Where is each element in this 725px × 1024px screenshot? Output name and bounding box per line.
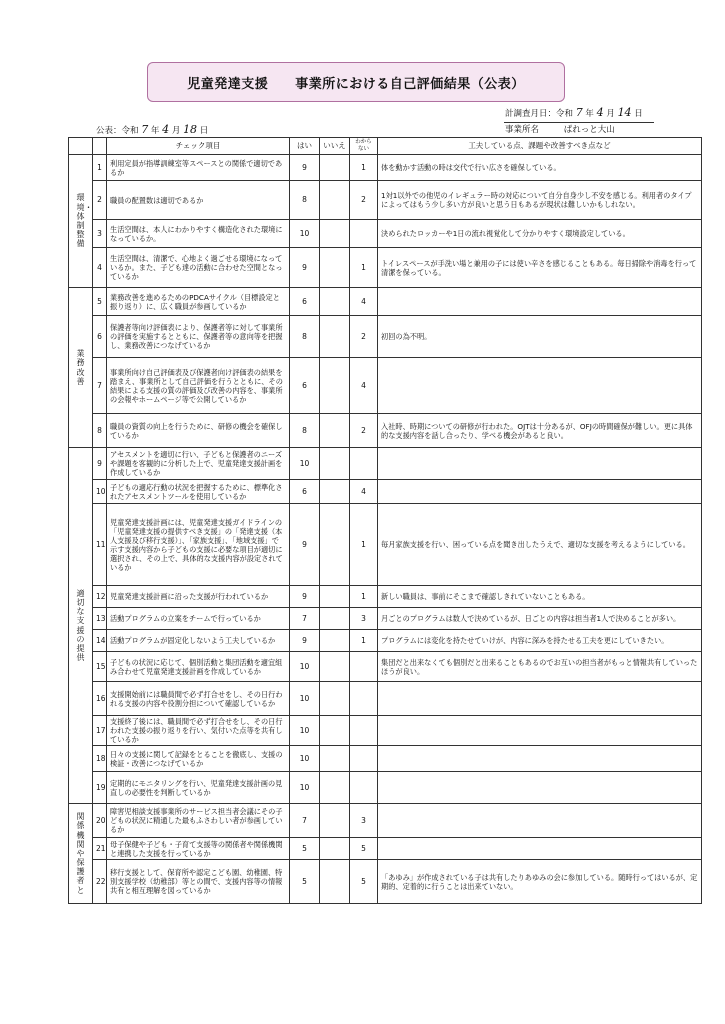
no-count xyxy=(320,608,350,630)
table-row xyxy=(69,682,702,716)
office-name: 事業所名 ぱれっと大山 xyxy=(505,125,615,135)
row-number: 22 xyxy=(93,860,107,904)
unknown-count: 2 xyxy=(350,414,378,448)
table-body xyxy=(69,155,702,904)
no-count xyxy=(320,448,350,480)
row-number: 14 xyxy=(93,630,107,652)
unknown-count: 3 xyxy=(350,608,378,630)
no-count xyxy=(320,414,350,448)
row-number: 18 xyxy=(93,746,107,772)
table-row xyxy=(69,316,702,358)
check-item: 日々の支援に関して記録をとることを徹底し、支援の検証・改善につなげているか xyxy=(107,746,290,772)
office-underline xyxy=(504,122,654,123)
unknown-count xyxy=(350,772,378,804)
table-row xyxy=(69,448,702,480)
table-row xyxy=(69,220,702,248)
row-number: 10 xyxy=(93,480,107,504)
table-row xyxy=(69,181,702,220)
check-item: 利用定員が指導訓練室等スペースとの関係で適切であるか xyxy=(107,155,290,181)
remarks: プログラムには変化を持たせていけが、内容に深みを持たせる工夫を更にしていきたい。 xyxy=(378,630,702,652)
remarks xyxy=(378,772,702,804)
unknown-count xyxy=(350,220,378,248)
no-count xyxy=(320,652,350,682)
yes-count: 9 xyxy=(290,586,320,608)
yes-count: 6 xyxy=(290,480,320,504)
remarks: 月ごとのプログラムは数人で決めているが、日ごとの内容は担当者1人で決めることが多い。 xyxy=(378,608,702,630)
row-number: 6 xyxy=(93,316,107,358)
survey-date: 計調査月日：令和 7 年 4 月 14 日 xyxy=(505,106,643,119)
remarks xyxy=(378,804,702,838)
table-row xyxy=(69,248,702,288)
remarks xyxy=(378,448,702,480)
no-count xyxy=(320,358,350,414)
row-number: 19 xyxy=(93,772,107,804)
category-cell: 環境・体制整備 xyxy=(69,155,93,288)
row-number: 5 xyxy=(93,288,107,316)
row-number: 17 xyxy=(93,716,107,746)
yes-count: 9 xyxy=(290,155,320,181)
check-item: 活動プログラムの立案をチームで行っているか xyxy=(107,608,290,630)
header-check-item: チェック項目 xyxy=(107,138,290,155)
unknown-count: 4 xyxy=(350,358,378,414)
unknown-count: 1 xyxy=(350,630,378,652)
table-row xyxy=(69,414,702,448)
yes-count: 10 xyxy=(290,682,320,716)
no-count xyxy=(320,804,350,838)
remarks: 新しい職員は、事前にそこまで確認しきれていないこともある。 xyxy=(378,586,702,608)
table-row xyxy=(69,586,702,608)
yes-count: 10 xyxy=(290,448,320,480)
check-item: 移行支援として、保育所や認定こども園、幼稚園、特別支援学校（幼稚部）等との間で、支援内容等の情報共有と相互理解を図っているか xyxy=(107,860,290,904)
row-number: 11 xyxy=(93,504,107,586)
no-count xyxy=(320,716,350,746)
header-no: いいえ xyxy=(320,138,350,155)
evaluation-table xyxy=(68,137,702,904)
check-item: 保護者等向け評価表により、保護者等に対して事業所の評価を実施するとともに、保護者等の意向等を把握し、業務改善につなげているか xyxy=(107,316,290,358)
unknown-count: 1 xyxy=(350,248,378,288)
check-item: 子どもの状況に応じて、個別活動と集団活動を適宜組み合わせて児童発達支援計画を作成しているか xyxy=(107,652,290,682)
row-number: 21 xyxy=(93,838,107,860)
check-item: 定期的にモニタリングを行い、児童発達支援計画の見直しの必要性を判断しているか xyxy=(107,772,290,804)
table-row xyxy=(69,504,702,586)
remarks xyxy=(378,288,702,316)
no-count xyxy=(320,860,350,904)
yes-count: 5 xyxy=(290,838,320,860)
check-item: 職員の資質の向上を行うために、研修の機会を確保しているか xyxy=(107,414,290,448)
unknown-count xyxy=(350,652,378,682)
check-item: 職員の配置数は適切であるか xyxy=(107,181,290,220)
table-row xyxy=(69,480,702,504)
check-item: 母子保健や子ども・子育て支援等の関係者や関係機関と連携した支援を行っているか xyxy=(107,838,290,860)
unknown-count: 1 xyxy=(350,586,378,608)
yes-count: 6 xyxy=(290,288,320,316)
table-row xyxy=(69,716,702,746)
yes-count: 9 xyxy=(290,248,320,288)
unknown-count: 2 xyxy=(350,181,378,220)
yes-count: 7 xyxy=(290,804,320,838)
no-count xyxy=(320,316,350,358)
row-number: 4 xyxy=(93,248,107,288)
yes-count: 9 xyxy=(290,504,320,586)
row-number: 16 xyxy=(93,682,107,716)
table-row xyxy=(69,838,702,860)
yes-count: 10 xyxy=(290,652,320,682)
page-title: 児童発達支援 事業所における自己評価結果（公表） xyxy=(147,62,565,102)
unknown-count: 1 xyxy=(350,155,378,181)
yes-count: 8 xyxy=(290,414,320,448)
table-row xyxy=(69,608,702,630)
table-row xyxy=(69,746,702,772)
yes-count: 8 xyxy=(290,316,320,358)
row-number: 15 xyxy=(93,652,107,682)
no-count xyxy=(320,682,350,716)
unknown-count: 1 xyxy=(350,504,378,586)
remarks xyxy=(378,838,702,860)
unknown-count: 4 xyxy=(350,288,378,316)
unknown-count xyxy=(350,716,378,746)
yes-count: 8 xyxy=(290,181,320,220)
header-yes: はい xyxy=(290,138,320,155)
remarks xyxy=(378,358,702,414)
category-cell: 関係機関や保護者と xyxy=(69,804,93,904)
header-blank xyxy=(69,138,93,155)
row-number: 1 xyxy=(93,155,107,181)
remarks: 入社時、時期についての研修が行われた。OJTは十分あるが、OFJの時間確保が難しい。更に具体的な支援内容を話し合ったり、学べる機会があると良い。 xyxy=(378,414,702,448)
publish-date: 公表：令和 7 年 4 月 18 日 xyxy=(96,123,209,136)
category-cell: 業務改善 xyxy=(69,288,93,448)
header-blank xyxy=(93,138,107,155)
row-number: 13 xyxy=(93,608,107,630)
yes-count: 10 xyxy=(290,772,320,804)
yes-count: 10 xyxy=(290,746,320,772)
header-unknown: わからない xyxy=(350,138,378,155)
remarks xyxy=(378,716,702,746)
check-item: 生活空間は、本人にわかりやすく構造化された環境になっているか。 xyxy=(107,220,290,248)
row-number: 20 xyxy=(93,804,107,838)
unknown-count xyxy=(350,448,378,480)
unknown-count: 3 xyxy=(350,804,378,838)
no-count xyxy=(320,746,350,772)
table-row xyxy=(69,358,702,414)
yes-count: 6 xyxy=(290,358,320,414)
no-count xyxy=(320,288,350,316)
unknown-count: 5 xyxy=(350,838,378,860)
unknown-count: 2 xyxy=(350,316,378,358)
check-item: アセスメントを適切に行い、子どもと保護者のニーズや課題を客観的に分析した上で、児童発達支援計画を作成しているか xyxy=(107,448,290,480)
table-row xyxy=(69,860,702,904)
table-header-row xyxy=(69,138,702,155)
check-item: 障害児相談支援事業所のサービス担当者会議にその子どもの状況に精通した最もふさわしい者が参画しているか xyxy=(107,804,290,838)
yes-count: 5 xyxy=(290,860,320,904)
remarks: 体を動かす活動の時は交代で行い広さを確保している。 xyxy=(378,155,702,181)
unknown-count xyxy=(350,682,378,716)
check-item: 生活空間は、清潔で、心地よく過ごせる環境になっているか。また、子ども達の活動に合わせた空間となっているか xyxy=(107,248,290,288)
check-item: 支援終了後には、職員間で必ず打合せをし、その日行われた支援の振り返りを行い、気付いた点等を共有しているか xyxy=(107,716,290,746)
row-number: 7 xyxy=(93,358,107,414)
remarks: 毎月家族支援を行い、困っている点を聞き出したうえで、適切な支援を考えるようにしている。 xyxy=(378,504,702,586)
check-item: 児童発達支援計画に沿った支援が行われているか xyxy=(107,586,290,608)
check-item: 児童発達支援計画には、児童発達支援ガイドラインの「児童発達支援の提供すべき支援」の「発達支援（本人支援及び移行支援）」、「家族支援」、「地域支援」で示す支援内容から子どもの支援に必要な項目が適切に選択され、その上で、具体的な支援内容が設定されているか xyxy=(107,504,290,586)
check-item: 事業所向け自己評価表及び保護者向け評価表の結果を踏まえ、事業所として自己評価を行うとともに、その結果による支援の質の評価及び改善の内容を、事業所の会報やホームページ等で公開しているか xyxy=(107,358,290,414)
no-count xyxy=(320,181,350,220)
no-count xyxy=(320,155,350,181)
table-row xyxy=(69,155,702,181)
row-number: 12 xyxy=(93,586,107,608)
remarks: 集団だと出来なくても個別だと出来ることもあるのでお互いの担当者がもっと情報共有していったほうが良い。 xyxy=(378,652,702,682)
category-cell: 適切な支援の提供 xyxy=(69,448,93,804)
remarks: トイレスペースが手洗い場と兼用の子には使い辛さを感じることもある。毎日掃除や消毒を行って清潔を保っている。 xyxy=(378,248,702,288)
check-item: 業務改善を進めるためのPDCAサイクル（目標設定と振り返り）に、広く職員が参画しているか xyxy=(107,288,290,316)
table-row xyxy=(69,772,702,804)
no-count xyxy=(320,504,350,586)
table-row xyxy=(69,288,702,316)
no-count xyxy=(320,586,350,608)
check-item: 子どもの適応行動の状況を把握するために、標準化されたアセスメントツールを使用しているか xyxy=(107,480,290,504)
yes-count: 10 xyxy=(290,220,320,248)
remarks: 1対1以外での他児のイレギュラー時の対応について自分自身少し不安を感じる。利用者のタイプによってはもう少し多い方が良いと思う日もあるが現状は難しいかもしれない。 xyxy=(378,181,702,220)
table-row xyxy=(69,804,702,838)
remarks: 決められたロッカーや1日の流れ視覚化して分かりやすく環境設定している。 xyxy=(378,220,702,248)
no-count xyxy=(320,838,350,860)
remarks xyxy=(378,746,702,772)
check-item: 活動プログラムが固定化しないよう工夫しているか xyxy=(107,630,290,652)
remarks xyxy=(378,682,702,716)
table-row xyxy=(69,630,702,652)
no-count xyxy=(320,220,350,248)
row-number: 3 xyxy=(93,220,107,248)
yes-count: 9 xyxy=(290,630,320,652)
header-remarks: 工夫している点、課題や改善すべき点など xyxy=(378,138,702,155)
no-count xyxy=(320,480,350,504)
table-row xyxy=(69,652,702,682)
unknown-count: 5 xyxy=(350,860,378,904)
remarks: 初回の為不明。 xyxy=(378,316,702,358)
no-count xyxy=(320,248,350,288)
no-count xyxy=(320,772,350,804)
remarks xyxy=(378,480,702,504)
unknown-count xyxy=(350,746,378,772)
remarks: 「あゆみ」が作成されている子は共有したりあゆみの会に参加している。随時行ってはいるが、定期的、定着的に行うことは出来ていない。 xyxy=(378,860,702,904)
row-number: 8 xyxy=(93,414,107,448)
row-number: 2 xyxy=(93,181,107,220)
yes-count: 10 xyxy=(290,716,320,746)
row-number: 9 xyxy=(93,448,107,480)
yes-count: 7 xyxy=(290,608,320,630)
no-count xyxy=(320,630,350,652)
check-item: 支援開始前には職員間で必ず打合せをし、その日行われる支援の内容や役割分担について確認しているか xyxy=(107,682,290,716)
unknown-count: 4 xyxy=(350,480,378,504)
